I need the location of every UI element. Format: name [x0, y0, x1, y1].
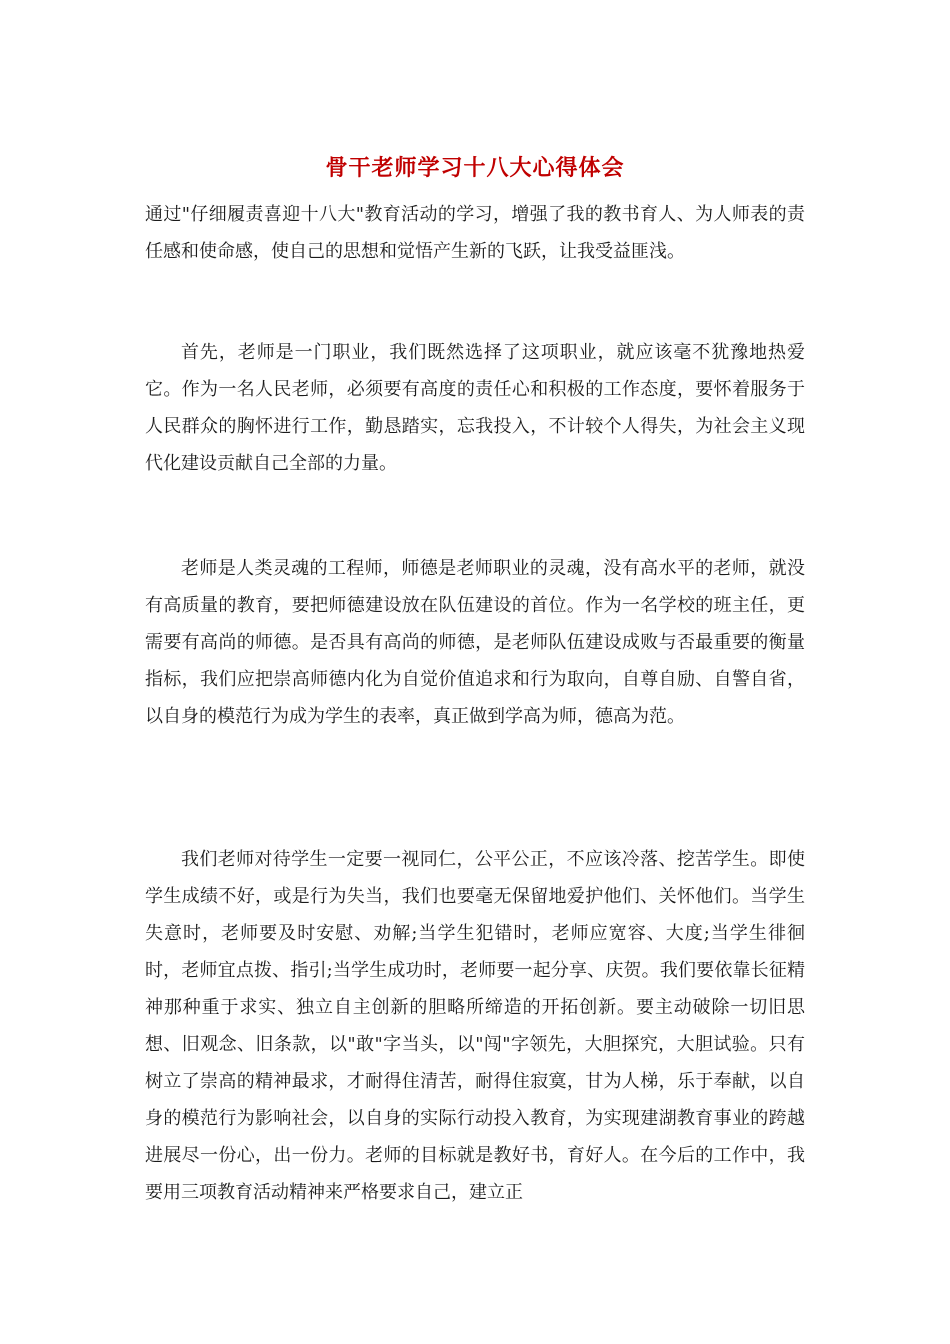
- paragraph-intro: 通过"仔细履责喜迎十八大"教育活动的学习，增强了我的教书育人、为人师表的责任感和使命感，使自己的思想和觉悟产生新的飞跃，让我受益匪浅。: [145, 204, 805, 262]
- paragraph-1: 首先，老师是一门职业，我们既然选择了这项职业，就应该毫不犹豫地热爱它。作为一名人民老师，必须要有高度的责任心和积极的工作态度，要怀着服务于人民群众的胸怀进行工作，勤恳踏实，忘我投入，不计较个人得失，为社会主义现代化建设贡献自己全部的力量。: [145, 342, 805, 474]
- document-title: 骨干老师学习十八大心得体会: [325, 155, 625, 181]
- paragraph-2: 老师是人类灵魂的工程师，师德是老师职业的灵魂，没有高水平的老师，就没有高质量的教育，要把师德建设放在队伍建设的首位。作为一名学校的班主任，更需要有高尚的师德。是否具有高尚的师德，是老师队伍建设成败与否最重要的衡量指标，我们应把崇高师德内化为自觉价值追求和行为取向，自尊自励、自警自省，以自身的模范行为成为学生的表率，真正做到学高为师，德高为范。: [145, 558, 805, 727]
- paragraph-3: 我们老师对待学生一定要一视同仁，公平公正，不应该冷落、挖苦学生。即使学生成绩不好，或是行为失当，我们也要毫无保留地爱护他们、关怀他们。当学生失意时，老师要及时安慰、劝解;当学生犯错时，老师应宽容、大度;当学生徘徊时，老师宜点拨、指引;当学生成功时，老师要一起分享、庆贺。我们要依靠长征精神那种重于求实、独立自主创新的胆略所缔造的开拓创新。要主动破除一切旧思想、旧观念、旧条款，以"敢"字当头，以"闯"字领先，大胆探究，大胆试验。只有树立了崇高的精神最求，才耐得住清苦，耐得住寂寞，甘为人梯，乐于奉献，以自身的模范行为影响社会，以自身的实际行动投入教育，为实现建湖教育事业的跨越进展尽一份心，出一份力。老师的目标就是教好书，育好人。在今后的工作中，我要用三项教育活动精神来严格要求自己，建立正: [145, 849, 805, 1203]
